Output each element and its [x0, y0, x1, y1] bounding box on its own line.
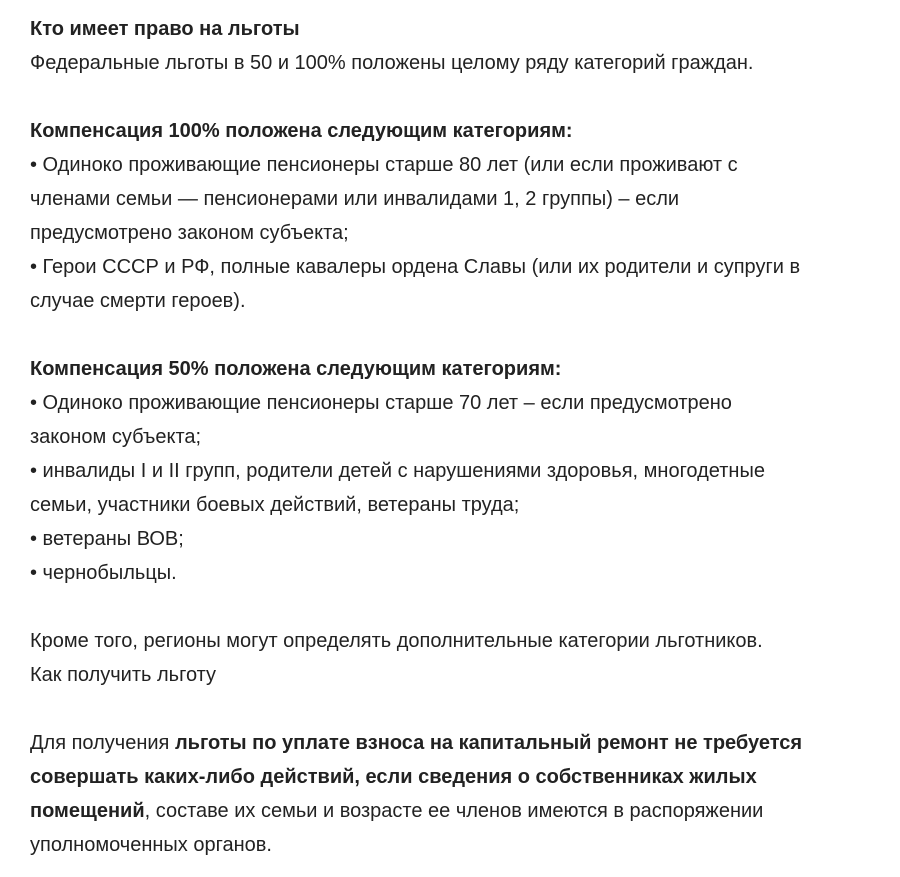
- heading-compensation-100: Компенсация 100% положена следующим категориям:: [30, 120, 573, 142]
- list-item-50-disabled-cont: семьи, участники боевых действий, ветераны труда;: [30, 494, 520, 516]
- section-heading-who-eligible: Кто имеет право на льготы: [30, 18, 300, 40]
- list-item-100-heroes: • Герои СССР и РФ, полные кавалеры ордена Славы (или их родители и супруги в: [30, 256, 801, 278]
- list-item-100-pensioners-80-cont: членами семьи — пенсионерами или инвалидами 1, 2 группы) – если: [30, 188, 680, 210]
- how-to-paragraph-line: [30, 794, 880, 828]
- paragraph-gap: [30, 590, 880, 624]
- how-to-text: Для получения: [30, 732, 175, 754]
- list-item-50-chernobyl: • чернобыльцы.: [30, 562, 177, 584]
- how-to-get-heading: Как получить льготу: [30, 664, 217, 686]
- how-to-emphasis: помещений: [30, 800, 145, 822]
- list-item-50-pensioners-70: • Одиноко проживающие пенсионеры старше 70 лет – если предусмотрено: [30, 392, 732, 414]
- paragraph-gap: [30, 318, 880, 352]
- list-item-100-pensioners-80: • Одиноко проживающие пенсионеры старше 80 лет (или если проживают с: [30, 154, 738, 176]
- list-item-50-disabled: • инвалиды I и II групп, родители детей с нарушениями здоровья, многодетные: [30, 460, 765, 482]
- list-item-50-pensioners-70-cont: законом субъекта;: [30, 426, 202, 448]
- regions-note: Кроме того, регионы могут определять дополнительные категории льготников.: [30, 630, 763, 652]
- how-to-emphasis: совершать каких-либо действий, если сведения о собственниках жилых: [30, 766, 757, 788]
- list-item-100-pensioners-80-cont: предусмотрено законом субъекта;: [30, 222, 349, 244]
- how-to-text: , составе их семьи и возрасте ее членов имеются в распоряжении: [144, 800, 764, 822]
- list-item-50-veterans-wwii: • ветераны ВОВ;: [30, 528, 184, 550]
- heading-compensation-50: Компенсация 50% положена следующим категориям:: [30, 358, 562, 380]
- how-to-paragraph-line: [30, 726, 880, 760]
- list-item-100-heroes-cont: случае смерти героев).: [30, 290, 246, 312]
- paragraph-gap: [30, 80, 880, 114]
- intro-paragraph: Федеральные льготы в 50 и 100% положены целому ряду категорий граждан.: [30, 52, 754, 74]
- how-to-emphasis: льготы по уплате взноса на капитальный ремонт не требуется: [174, 732, 803, 754]
- article-body: [30, 12, 880, 862]
- how-to-text: уполномоченных органов.: [30, 834, 272, 856]
- paragraph-gap: [30, 692, 880, 726]
